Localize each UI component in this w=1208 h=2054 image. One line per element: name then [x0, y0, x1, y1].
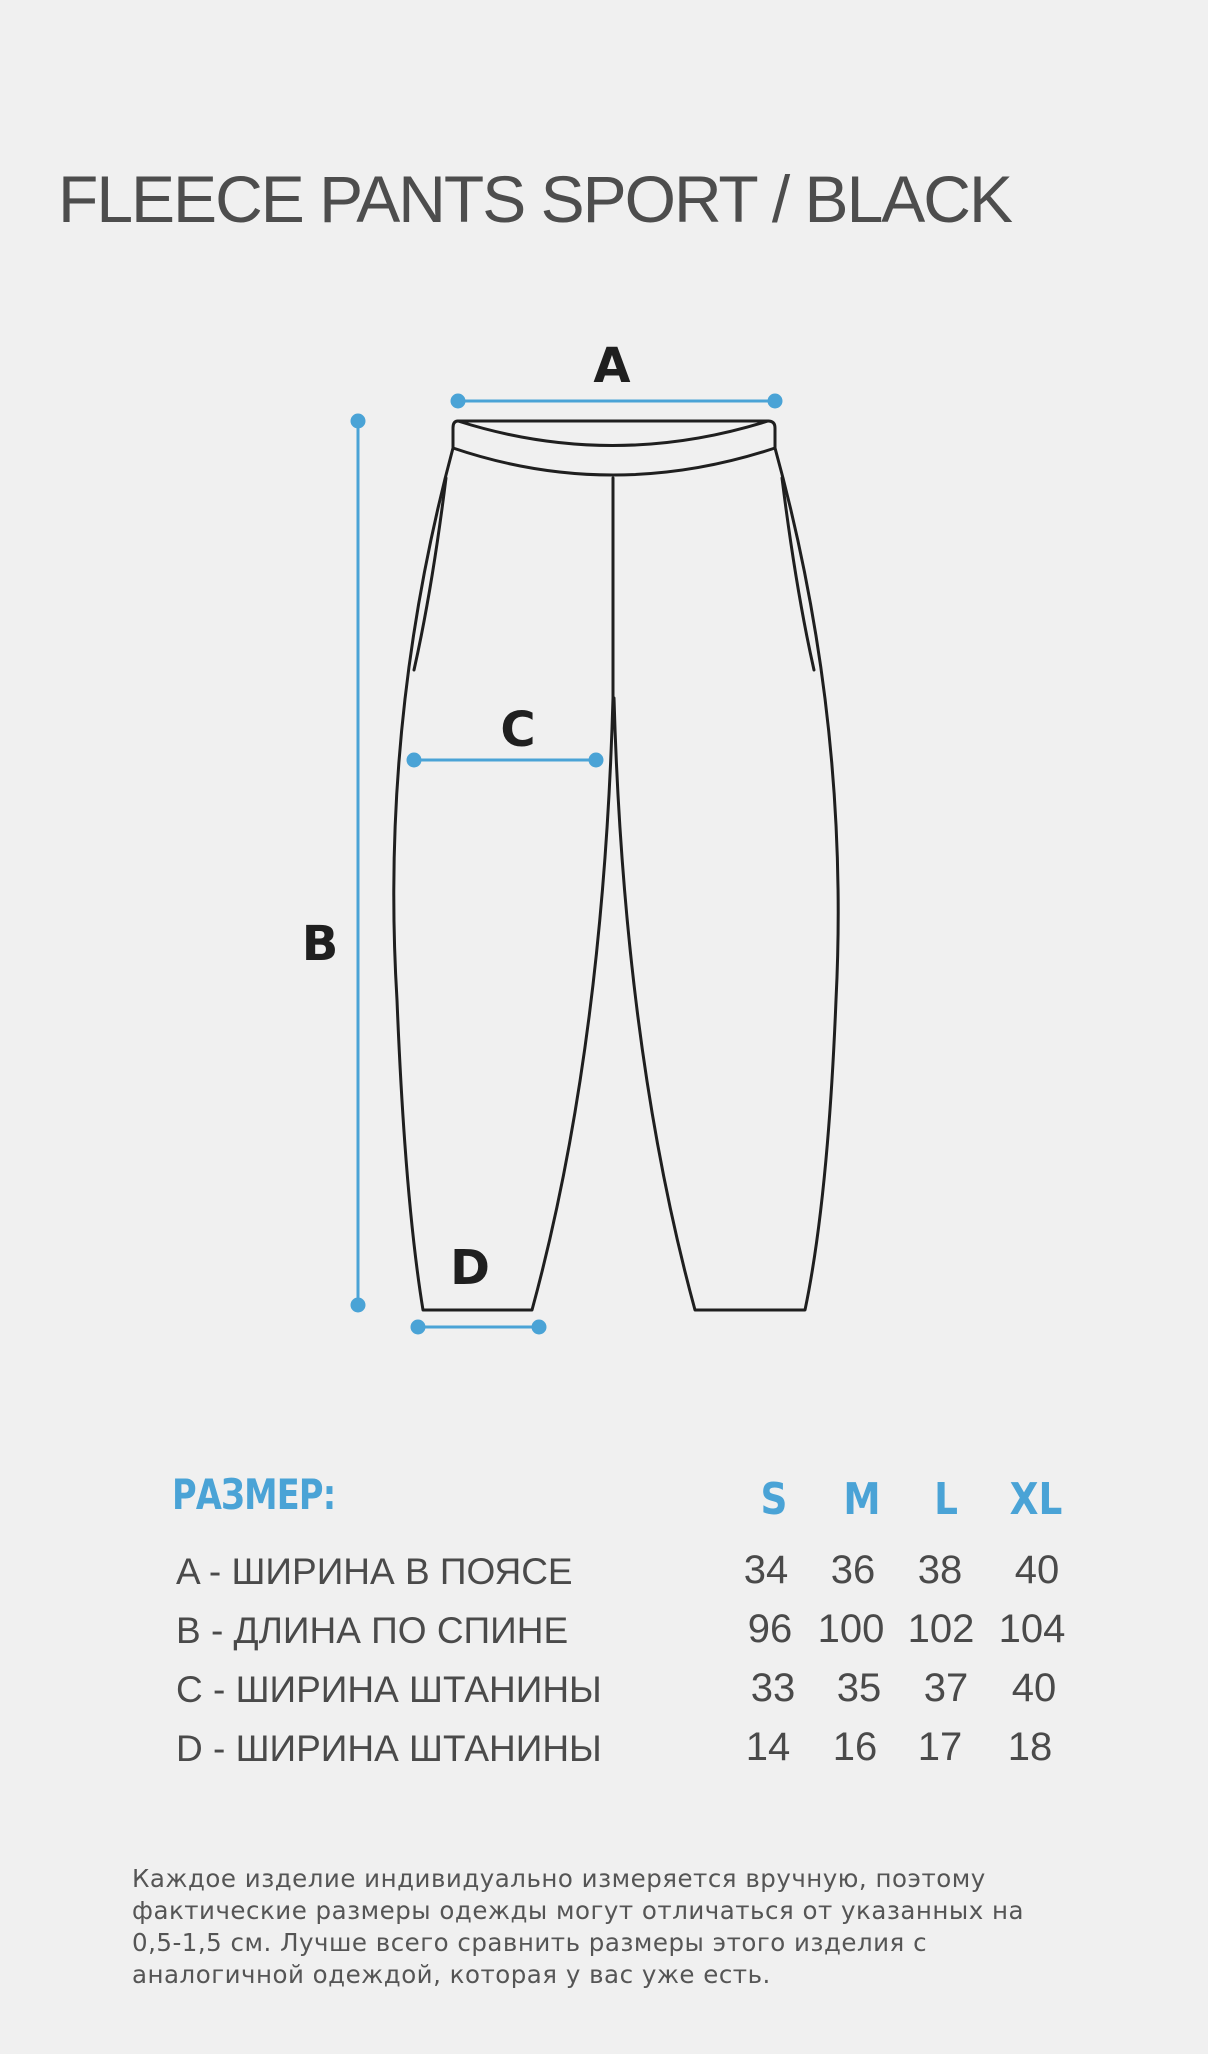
size-header-l: L — [934, 1474, 958, 1525]
table-cell: 102 — [907, 1607, 975, 1651]
table-cell: 34 — [743, 1548, 789, 1592]
table-cell: 17 — [917, 1725, 963, 1769]
row-label: A - ШИРИНА В ПОЯСЕ — [176, 1551, 573, 1592]
table-cell: 16 — [832, 1725, 878, 1769]
size-header-xl: XL — [1009, 1474, 1063, 1525]
table-cell: 35 — [836, 1666, 882, 1710]
table-cell: 38 — [917, 1548, 963, 1592]
row-label: D - ШИРИНА ШТАНИНЫ — [176, 1728, 602, 1769]
table-cell: 100 — [817, 1607, 885, 1651]
table-cell: 96 — [747, 1607, 793, 1651]
page-title: FLEECE PANTS SPORT / BLACK — [58, 162, 1011, 236]
table-cell: 33 — [750, 1666, 796, 1710]
table-cell: 40 — [1014, 1548, 1060, 1592]
label-c: C — [500, 702, 536, 758]
label-a: A — [593, 338, 631, 394]
table-cell: 104 — [998, 1607, 1066, 1651]
table-cell: 14 — [745, 1725, 791, 1769]
row-label: B - ДЛИНА ПО СПИНЕ — [176, 1610, 569, 1651]
label-b: B — [301, 916, 339, 972]
table-cell: 40 — [1011, 1666, 1057, 1710]
row-label: C - ШИРИНА ШТАНИНЫ — [176, 1669, 602, 1710]
size-heading: РАЗМЕР: — [172, 1470, 336, 1519]
measurement-note: Каждое изделие индивидуально измеряется вручную, поэтому фактические размеры одежды могут отличаться от указанных на 0,5-1,5 см. Лучше всего сравнить размеры этого изделия с аналогичной одеждой, которая у вас уже есть. — [132, 1864, 1025, 1989]
table-cell: 18 — [1007, 1725, 1053, 1769]
size-header-m: M — [843, 1474, 881, 1525]
label-d: D — [450, 1240, 490, 1296]
table-cell: 36 — [830, 1548, 876, 1592]
table-cell: 37 — [923, 1666, 969, 1710]
size-header-s: S — [760, 1474, 788, 1525]
